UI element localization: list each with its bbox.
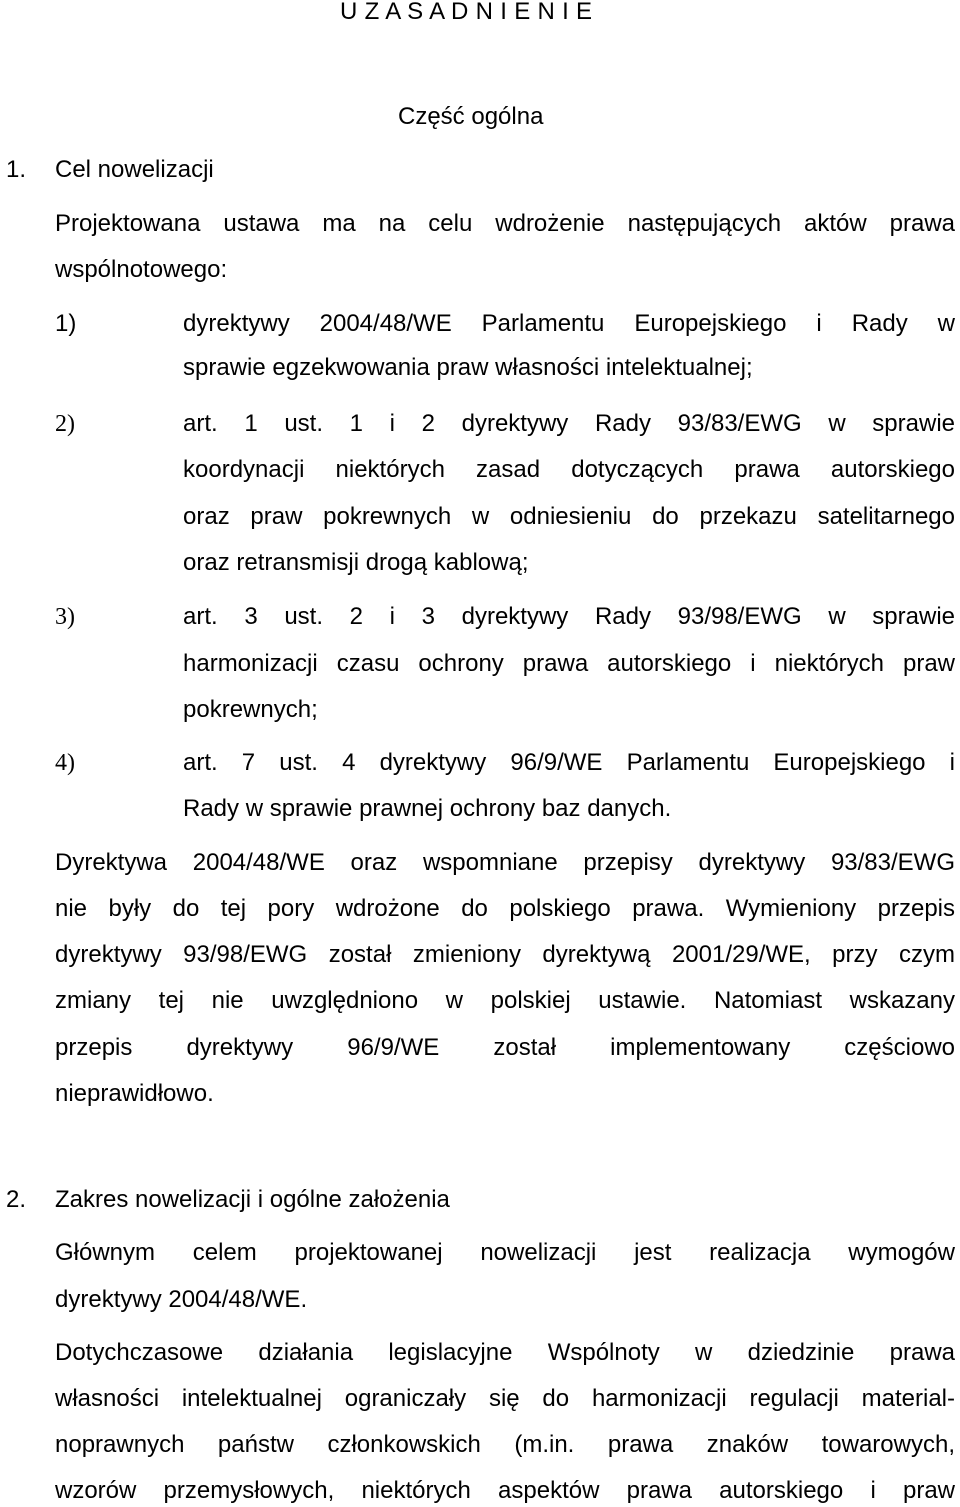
- list-item-line: dyrektywy 2004/48/WE Parlamentu Europejskiego i Rady w: [183, 310, 955, 337]
- section-1-paragraph-line: przepis dyrektywy 96/9/WE został implementowany częściowo: [55, 1034, 955, 1061]
- list-item-line: art. 3 ust. 2 i 3 dyrektywy Rady 93/98/EWG w sprawie: [183, 603, 955, 630]
- list-item-line: oraz retransmisji drogą kablową;: [183, 549, 529, 576]
- list-item-line: Rady w sprawie prawnej ochrony baz danych.: [183, 795, 672, 822]
- section-2-paragraph-line: dyrektywy 2004/48/WE.: [55, 1286, 308, 1313]
- section-2-title: Zakres nowelizacji i ogólne założenia: [55, 1186, 450, 1213]
- document-subtitle: Część ogólna: [398, 103, 544, 130]
- section-2-paragraph-line: Głównym celem projektowanej nowelizacji jest realizacja wymogów: [55, 1239, 955, 1266]
- list-item-line: art. 1 ust. 1 i 2 dyrektywy Rady 93/83/EWG w sprawie: [183, 410, 955, 437]
- section-1-intro-line: Projektowana ustawa ma na celu wdrożenie następujących aktów prawa: [55, 210, 955, 237]
- section-1-paragraph-line: Dyrektywa 2004/48/WE oraz wspomniane przepisy dyrektywy 93/83/EWG: [55, 849, 955, 876]
- section-1-paragraph-line: dyrektywy 93/98/EWG został zmieniony dyrektywą 2001/29/WE, przy czym: [55, 941, 955, 968]
- list-item-line: sprawie egzekwowania praw własności intelektualnej;: [183, 354, 753, 381]
- list-item-line: pokrewnych;: [183, 696, 318, 723]
- section-2-paragraph-line: własności intelektualnej ograniczały się do harmonizacji regulacji material-: [55, 1385, 955, 1412]
- section-1-paragraph-line: nieprawidłowo.: [55, 1080, 214, 1107]
- section-2-paragraph-line: noprawnych państw członkowskich (m.in. prawa znaków towarowych,: [55, 1431, 955, 1458]
- list-item-number: 2): [55, 411, 75, 437]
- section-1-number: 1.: [6, 156, 27, 183]
- list-item-number: 3): [55, 604, 75, 630]
- section-2-number: 2.: [6, 1186, 27, 1213]
- section-1-title: Cel nowelizacji: [55, 156, 214, 183]
- document-title: U Z A S A D N I E N I E: [340, 0, 593, 25]
- section-1-paragraph-line: nie były do tej pory wdrożone do polskiego prawa. Wymieniony przepis: [55, 895, 955, 922]
- section-2-paragraph-line: wzorów przemysłowych, niektórych aspektów prawa autorskiego i praw: [55, 1477, 955, 1504]
- list-item-line: harmonizacji czasu ochrony prawa autorskiego i niektórych praw: [183, 650, 955, 677]
- list-item-line: oraz praw pokrewnych w odniesieniu do przekazu satelitarnego: [183, 503, 955, 530]
- section-2-paragraph-line: Dotychczasowe działania legislacyjne Wspólnoty w dziedzinie prawa: [55, 1339, 955, 1366]
- section-1-intro-line: wspólnotowego:: [55, 256, 228, 283]
- list-item-number: 1): [55, 310, 77, 337]
- list-item-line: koordynacji niektórych zasad dotyczących prawa autorskiego: [183, 456, 955, 483]
- list-item-number: 4): [55, 750, 75, 776]
- section-1-paragraph-line: zmiany tej nie uwzględniono w polskiej ustawie. Natomiast wskazany: [55, 987, 955, 1014]
- list-item-line: art. 7 ust. 4 dyrektywy 96/9/WE Parlamentu Europejskiego i: [183, 749, 955, 776]
